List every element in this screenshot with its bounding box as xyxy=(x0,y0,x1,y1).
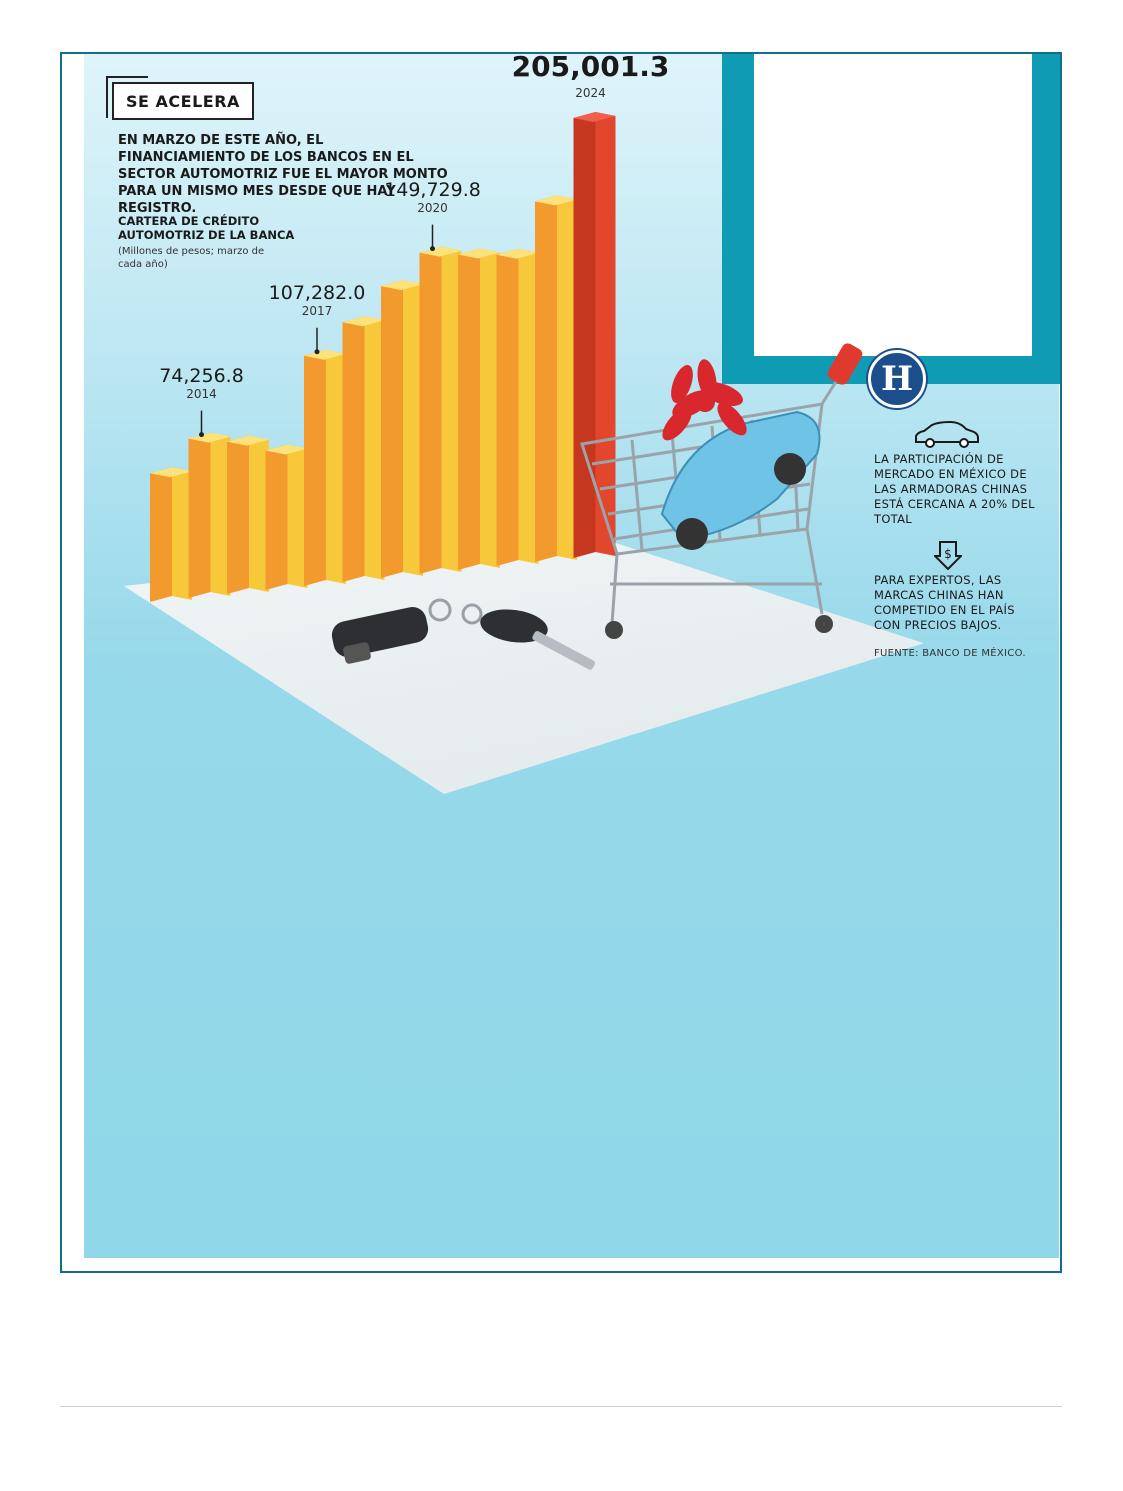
bar-side xyxy=(420,247,442,574)
callout-dot xyxy=(199,432,204,437)
bar-2019 xyxy=(381,280,423,578)
bar-2017 xyxy=(304,350,346,586)
bar-2015 xyxy=(227,436,269,594)
fact-market-share: LA PARTICIPACIÓN DE MERCADO EN MÉXICO DE LAS ARMADORAS CHINAS ESTÁ CERCANA A 20% DEL TOTAL xyxy=(874,452,1035,526)
section-badge: SE ACELERA xyxy=(112,82,254,120)
fact-low-prices: PARA EXPERTOS, LAS MARCAS CHINAS HAN COMPETIDO EN EL PAÍS CON PRECIOS BAJOS. xyxy=(874,573,1015,632)
chart-note: (Millones de pesos; marzo de cada año) xyxy=(118,246,265,270)
callout-value-2017: 107,282.0 xyxy=(268,281,366,304)
intro-text: EN MARZO DE ESTE AÑO, EL FINANCIAMIENTO DE LOS BANCOS EN EL SECTOR AUTOMOTRIZ FUE EL MAYOR MONTO PARA UN MISMO MES DESDE QUE HAY REGISTRO. xyxy=(118,133,448,216)
callout-dot xyxy=(315,349,320,354)
bar-side xyxy=(343,316,365,582)
price-down-icon xyxy=(934,540,962,570)
bar-2016 xyxy=(266,444,308,590)
bar-2023 xyxy=(535,195,577,562)
bar-side xyxy=(227,436,249,594)
bar-2020 xyxy=(420,247,462,574)
callout-year-2017: 2017 xyxy=(301,303,333,318)
bar-side xyxy=(150,467,172,602)
callout-year-2014: 2014 xyxy=(186,386,217,401)
bar-side xyxy=(304,350,326,586)
bar-2014 xyxy=(189,433,231,598)
bar-side xyxy=(535,195,557,562)
bar-side xyxy=(497,249,519,566)
callout-dot xyxy=(430,246,435,251)
infographic-frame xyxy=(60,52,1062,1273)
callout-year-2024: 2024 xyxy=(575,86,606,100)
callout-value-2024: 205,001.3 xyxy=(511,52,670,83)
bar-2021 xyxy=(458,248,500,570)
bar-2013 xyxy=(150,467,192,602)
shopping-cart-image xyxy=(572,334,882,644)
callout-value-2014: 74,256.8 xyxy=(159,364,244,387)
bar-side xyxy=(458,248,480,570)
car-icon xyxy=(912,420,982,450)
bar-2022 xyxy=(497,249,539,566)
bar-2018 xyxy=(343,316,385,582)
svg-text:$: $ xyxy=(944,547,952,561)
publisher-logo: H xyxy=(868,350,926,408)
footer-rule xyxy=(60,1406,1062,1407)
bar-side xyxy=(266,444,288,590)
callout-year-2020: 2020 xyxy=(417,200,448,215)
source-note: FUENTE: BANCO DE MÉXICO. xyxy=(874,648,1026,659)
chart-title: CARTERA DE CRÉDITO AUTOMOTRIZ DE LA BANCA xyxy=(118,214,295,242)
bar-side xyxy=(189,433,211,598)
callout-value-2020: 149,729.8 xyxy=(384,178,481,201)
bar-side xyxy=(381,280,403,578)
